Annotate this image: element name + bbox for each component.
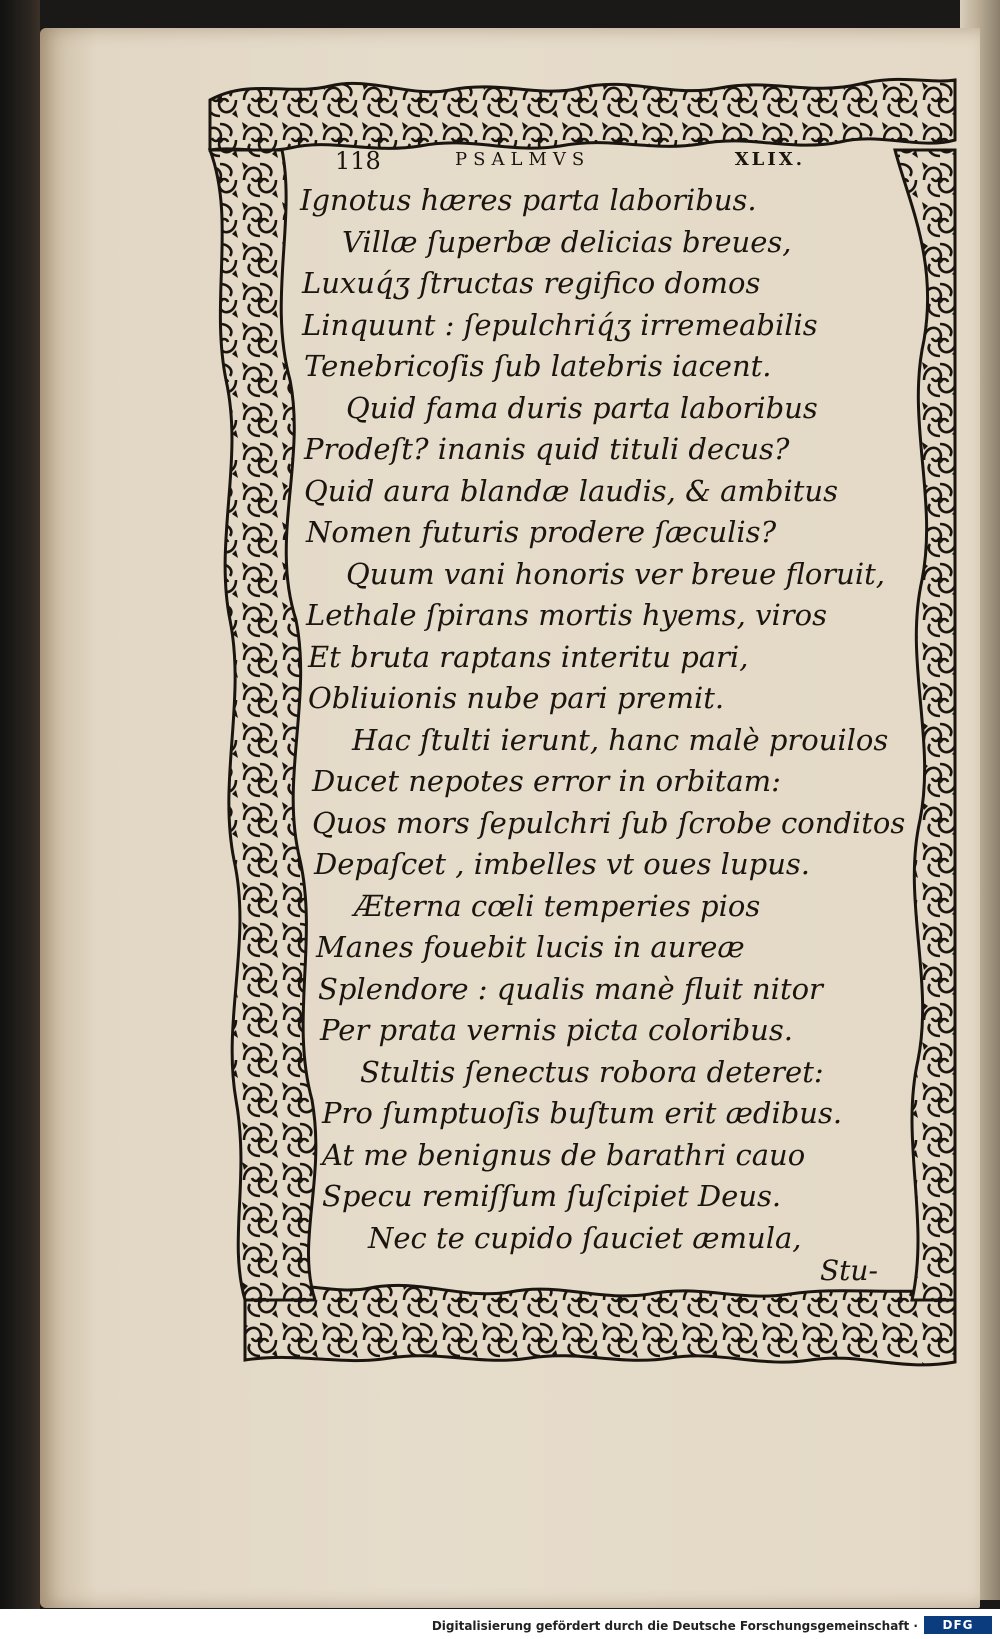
- verse-line: Æterna cœli temperies pios: [354, 888, 761, 923]
- verse-line: Specu remiſſum ſuſcipiet Deus.: [322, 1179, 782, 1213]
- verse-line: Hac ſtulti ierunt, hanc malè prouilos: [352, 722, 889, 757]
- dfg-logo: DFG: [924, 1616, 992, 1634]
- verse-line: Nec te cupido ſauciet æmula,: [368, 1220, 802, 1255]
- verse-line: Quid aura blandæ laudis, & ambitus: [304, 473, 838, 508]
- catchword: Stu-: [820, 1254, 878, 1287]
- verse-line: Quum vani honoris ver breue floruit,: [346, 556, 885, 591]
- verse-line: Per prata vernis picta coloribus.: [320, 1013, 793, 1047]
- verse-line: Lethale ſpirans mortis hyems, viros: [306, 598, 827, 632]
- running-title: PSALMVS: [455, 149, 591, 170]
- verse-line: Et bruta raptans interitu pari,: [308, 639, 749, 674]
- funding-credit: Digitalisierung gefördert durch die Deutsche Forschungsgemeinschaft ·: [431, 1619, 918, 1633]
- verse-line: Depaſcet , imbelles vt oues lupus.: [314, 847, 810, 881]
- verse-line: Quos mors ſepulchri ſub ſcrobe conditos: [312, 805, 906, 840]
- verse-line: Luxuq́ʒ ſtructas regifico domos: [302, 266, 761, 300]
- footer-bar: [0, 1609, 1000, 1639]
- verse-line: Pro ſumptuoſis buſtum erit ædibus.: [322, 1096, 843, 1130]
- verse-line: Quid fama duris parta laboribus: [346, 390, 818, 425]
- verse-line: Ignotus hæres parta laboribus.: [300, 183, 757, 217]
- verse-line: Linquunt : ſepulchriq́ʒ irremeabilis: [302, 307, 818, 342]
- verse-line: Nomen futuris prodere ſæculis?: [306, 515, 777, 549]
- verse-line: At me benignus de barathri cauo: [322, 1137, 806, 1172]
- verse-line: Stultis ſenectus robora deteret:: [360, 1054, 824, 1089]
- verse-line: Prodeſt? inanis quid tituli decus?: [304, 432, 790, 466]
- verse-line: Splendore : qualis manè fluit nitor: [318, 971, 823, 1006]
- page-number: 118: [335, 147, 381, 175]
- psalm-number: XLIX.: [734, 149, 805, 170]
- verse-text: [300, 180, 906, 1259]
- verse-line: Tenebricoſis ſub latebris iacent.: [304, 349, 772, 383]
- page-header: [335, 147, 805, 175]
- verse-line: Obliuionis nube pari premit.: [308, 681, 725, 715]
- verse-line: Manes fouebit lucis in aureæ: [316, 930, 745, 964]
- verse-line: Villæ ſuperbæ delicias breues,: [342, 224, 792, 259]
- verse-line: Ducet nepotes error in orbitam:: [312, 764, 781, 798]
